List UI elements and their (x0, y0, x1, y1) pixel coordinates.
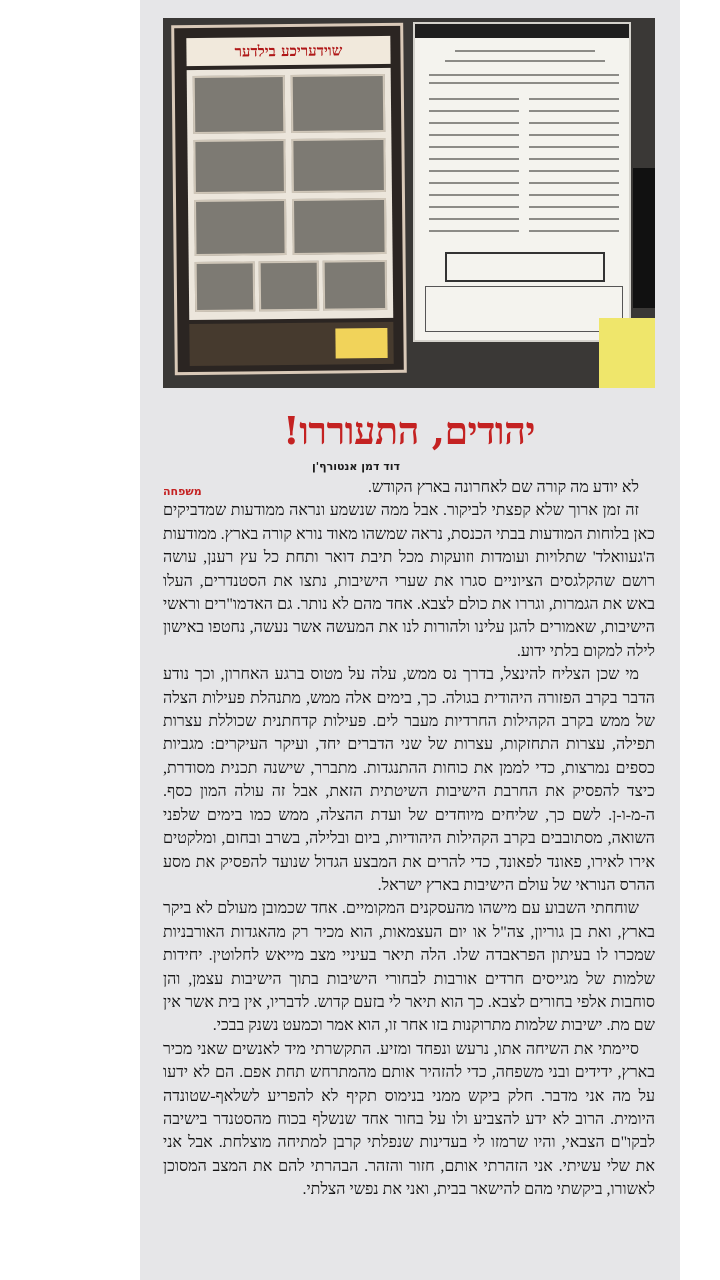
right-poster-header (415, 24, 629, 38)
poster-text-line (529, 158, 619, 160)
poster-text-line (429, 158, 519, 160)
left-poster-photos (187, 68, 394, 320)
poster-text-line (529, 110, 619, 112)
poster-text-line (529, 230, 619, 232)
poster-text-line (429, 82, 619, 84)
article-headline: יהודים, התעוררו! (283, 408, 535, 453)
poster-thumbnail (292, 198, 387, 255)
dark-sticker (633, 168, 655, 308)
article-paragraph: סיימתי את השיחה אתו, נרעש ונפחד ומזיע. התקשרתי מיד לאנשים שאני מכיר בארץ, ידידים ובני משפחה, כדי להזהיר אותם מהמתרחש תחת אפם. הם לא ידעו על מה אני מדבר. חלק ביקש ממני בנימוס תקיף לא להפריע לשלאף-שטונדה היומית. הרוב לא ידע להצביע ולו על בחור אחד שנשלף בכוח מהסטנדר בישיבה לבקו"ם הצבאי, והיו שרמזו לי בעדינות שנפלתי קרבן למתיחה מוצלחת. אבל אני את שלי עשיתי. אני הזהרתי אותם, חזור והזהר. הבהרתי להם את המצב המסוכן לאשורו, ביקשתי מהם להישאר בבית, ואני את נפשי הצלתי. (163, 1040, 655, 1199)
poster-thumbnail (323, 260, 388, 311)
poster-text-line (455, 50, 595, 52)
poster-text-line (429, 110, 519, 112)
left-poster-title: שוידעריכע בילדער (186, 36, 390, 66)
poster-text-line (529, 134, 619, 136)
article-paragraph: זה זמן ארוך שלא קפצתי לביקור. אבל ממה שנשמע ונראה ממודעות שמדביקים כאן בלוחות המודעות בבתי הכנסת, נראה שמשהו מאוד נורא קורה בארץ. ממודעות ה'געוואלד' שתלויות ועומדות וזועקות מכל תיבת דואר ותחת כל עץ רענן, עושה רושם שהקלגסים הציוניים סגרו את שערי הישיבות, נתצו את הסטנדרים, העלו באש את הגמרות, וגררו את כולם לצבא. אחד מהם לא נותר. גם האדמו"רים וראשי הישיבות, שאמורים להגן עלינו ולהורות לנו את המעשה אשר נעשה, נחטפו באישון לילה למקום בלתי ידוע. (163, 502, 655, 660)
yellow-sticker (599, 318, 655, 388)
poster-text-line (429, 146, 519, 148)
article-photo (163, 18, 655, 388)
poster-text-line (529, 98, 619, 100)
poster-text-line (529, 170, 619, 172)
poster-text-line (529, 206, 619, 208)
poster-yellow-box (335, 328, 387, 359)
article-author: דוד דמן אנטורף'ן (312, 460, 400, 473)
poster-text-line (429, 206, 519, 208)
poster-text-line (429, 74, 619, 76)
poster-thumbnail (195, 261, 256, 312)
poster-box (445, 252, 605, 282)
poster-thumbnail (259, 261, 320, 312)
poster-thumbnail (291, 138, 386, 193)
article-paragraph: לא יודע מה קורה שם לאחרונה בארץ הקודש. (367, 479, 639, 496)
poster-text-line (529, 218, 619, 220)
left-poster-image (171, 23, 407, 375)
poster-table (425, 286, 623, 332)
poster-text-line (429, 134, 519, 136)
right-poster-image (413, 22, 631, 342)
poster-text-line (429, 182, 519, 184)
article-paragraph: מי שכן הצליח להינצל, בדרך נס ממש, עלה על מטוס ברגע האחרון, וכך נודע הדבר בקרב הפזורה היהודית בגולה. כך, בימים אלה ממש, מתנהלת פעילות הצלה של ממש בקרב הקהילות החרדיות מעבר לים. פעילות קדחתנית שכוללת עצרות תפילה, עצרות התחזקות, עצרות של שני הדברים יחד, ועיקר העיקרים: מגביות כספים נמרצות, כדי לממן את כוחות ההתנגדות. מתברר, שישנה תכנית מסודרת, כיצד להפסיק את החרבת הישיבות השיטתית הזאת, אבל זה עולה המון כסף. ה-מ-ו-ן. לשם כך, שליחים מיוחדים של ועדת ההצלה, ממש כמו בימים שלפני השואה, מסתובבים בקרב הקהילות היהודיות, ביום ובלילה, בשרב ובחום, ומלקטים אירו לאירו, פאונד לפאונד, כדי להרים את המבצע הגדול שנועד להפסיק את מסע ההרס הנוראי של עולם הישיבות בארץ ישראל. (163, 666, 655, 894)
poster-text-line (429, 170, 519, 172)
section-tag: משפחה (163, 485, 202, 498)
poster-thumbnail (193, 139, 286, 194)
left-poster-footer (189, 322, 393, 366)
poster-text-line (429, 230, 519, 232)
poster-text-line (429, 122, 519, 124)
poster-text-line (445, 60, 605, 62)
poster-text-line (529, 122, 619, 124)
poster-thumbnail (194, 199, 287, 256)
poster-thumbnail (193, 75, 286, 134)
poster-text-line (529, 194, 619, 196)
poster-text-line (429, 194, 519, 196)
article-paragraph: שוחחתי השבוע עם מישהו מהעסקנים המקומיים. אחד שכמובן מעולם לא ביקר בארץ, ואת בן גוריון, צה"ל או יום העצמאות, הוא מכיר רק מהאגדות האורבניות שמכרו לו בעיתון הפראבדה שלו. הלה תיאר בעיניי מצב מייאש לחלוטין. יחידות שלמות של מגייסים חרדים אורבות לבחורי הישיבות בתוך הישיבות עצמן, והן סוחבות אלפי בחורים לצבא. כך הוא תיאר לי בזעם קדוש. לדבריו, אין בית אשר אין שם מת. ישיבות שלמות מתרוקנות בזו אחר זו, הוא אמר וכמעט נשנק בבכי. (163, 900, 655, 1035)
poster-thumbnail (291, 74, 386, 133)
poster-text-line (429, 98, 519, 100)
poster-text-line (429, 218, 519, 220)
article-body (163, 476, 655, 1202)
poster-text-line (529, 146, 619, 148)
poster-text-line (529, 182, 619, 184)
